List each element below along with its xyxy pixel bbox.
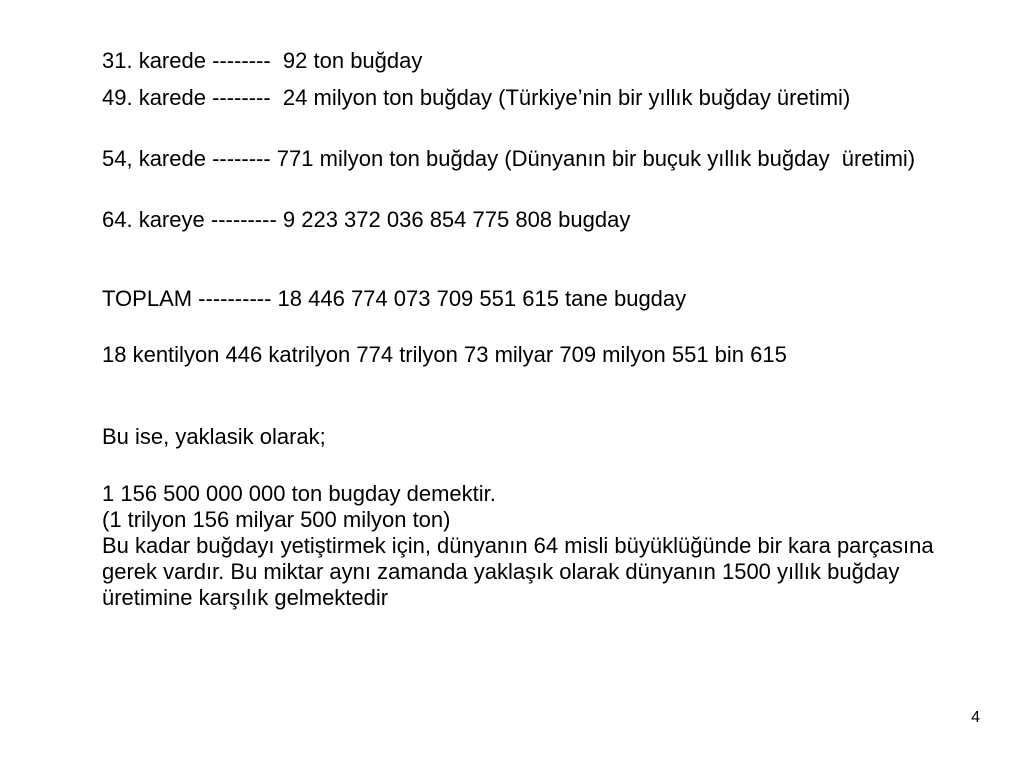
approximation-intro: Bu ise, yaklasik olarak; [102, 424, 326, 449]
conclusion-paragraph: Bu kadar buğdayı yetiştirmek için, dünyanın 64 misli büyüklüğünde bir kara parçasına gerek vardır. Bu miktar aynı zamanda yaklaşık olarak dünyanın 1500 yıllık buğday üretimine karşılık gelmektedir [102, 533, 940, 610]
page-number: 4 [971, 709, 980, 726]
tons-line: 1 156 500 000 000 ton bugday demektir. [102, 481, 496, 506]
total-line: TOPLAM ---------- 18 446 774 073 709 551 615 tane bugday [102, 286, 687, 311]
line-frame-54: 54, karede -------- 771 milyon ton buğday (Dünyanın bir buçuk yıllık buğday üretimi) [102, 146, 916, 171]
line-frame-64: 64. kareye --------- 9 223 372 036 854 775 808 bugday [102, 207, 631, 232]
line-frame-31: 31. karede -------- 92 ton buğday [102, 48, 423, 73]
line-frame-49: 49. karede -------- 24 milyon ton buğday (Türkiye’nin bir yıllık buğday üretimi) [102, 85, 851, 110]
tons-in-words: (1 trilyon 156 milyar 500 milyon ton) [102, 507, 451, 532]
total-in-words: 18 kentilyon 446 katrilyon 774 trilyon 73 milyar 709 milyon 551 bin 615 [102, 342, 787, 367]
